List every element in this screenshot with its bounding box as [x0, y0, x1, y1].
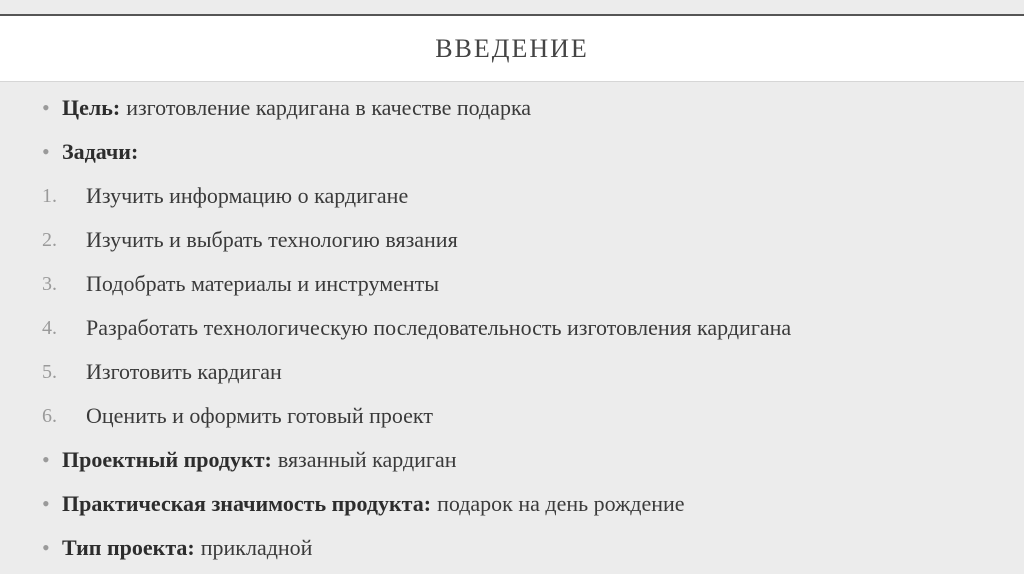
significance-text: подарок на день рождение: [437, 491, 685, 516]
task-text: Подобрать материалы и инструменты: [86, 271, 440, 296]
product-item: [42, 442, 456, 478]
title-band: [0, 14, 1024, 82]
task-text: Изготовить кардиган: [86, 359, 282, 384]
task-number: 4.: [42, 317, 57, 339]
tasks-heading-item: [42, 134, 138, 170]
bullet-marker: •: [42, 491, 50, 516]
task-text: Изучить и выбрать технологию вязания: [86, 227, 458, 252]
task-text: Изучить информацию о кардигане: [86, 183, 409, 208]
task-item: [42, 178, 408, 214]
goal-label: Цель:: [62, 95, 121, 120]
task-number: 5.: [42, 361, 57, 383]
task-number: 2.: [42, 229, 57, 251]
task-item: [42, 398, 433, 434]
product-label: Проектный продукт:: [62, 447, 272, 472]
product-text: вязанный кардиган: [277, 447, 457, 472]
task-number: 6.: [42, 405, 57, 427]
slide-title: ВВЕДЕНИЕ: [435, 33, 589, 63]
bullet-marker: •: [42, 95, 50, 120]
project-type-label: Тип проекта:: [62, 535, 195, 560]
bullet-marker: •: [42, 535, 50, 560]
goal-text: изготовление кардигана в качестве подарка: [126, 95, 532, 120]
task-item: [42, 354, 282, 390]
bullet-marker: •: [42, 447, 50, 472]
project-type-text: прикладной: [200, 535, 313, 560]
task-item: [42, 310, 791, 346]
task-number: 1.: [42, 185, 57, 207]
task-text: Оценить и оформить готовый проект: [86, 403, 433, 428]
project-type-item: [42, 530, 312, 566]
task-item: [42, 222, 458, 258]
significance-item: [42, 486, 685, 522]
significance-label: Практическая значимость продукта:: [62, 491, 432, 516]
goal-item: [42, 90, 531, 126]
task-text: Разработать технологическую последовательность изготовления кардигана: [86, 315, 792, 340]
task-item: [42, 266, 439, 302]
tasks-label: Задачи:: [62, 139, 139, 164]
task-number: 3.: [42, 273, 57, 295]
bullet-marker: •: [42, 139, 50, 164]
